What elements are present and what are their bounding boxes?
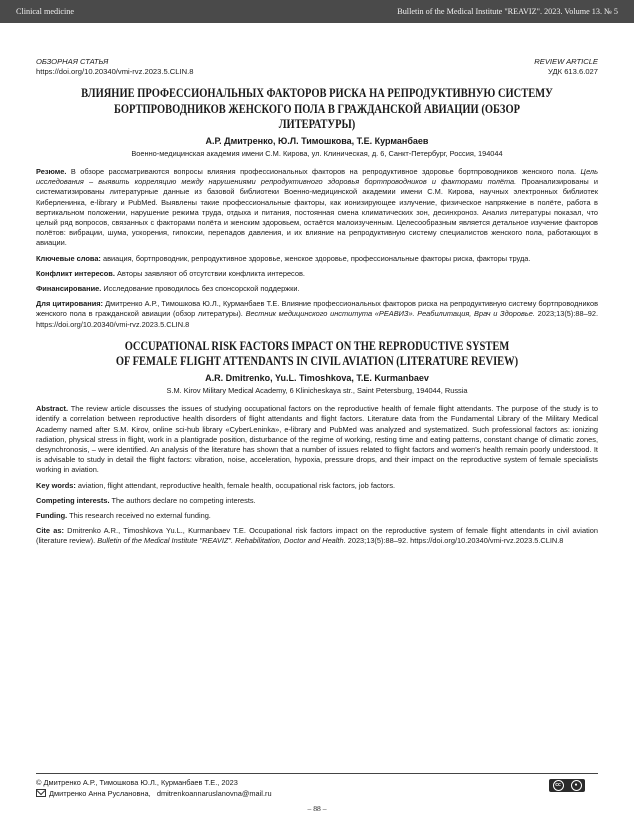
en-keywords-text: aviation, flight attendant, reproductive health, female health, occupational risk factors, job factors. <box>77 480 396 490</box>
copyright-line: © Дмитренко А.Р., Тимошкова Ю.Л., Курманбаев Т.Е., 2023 <box>36 778 238 787</box>
en-affiliation: S.M. Kirov Military Medical Academy, 6 Klinicheskaya str., Saint Petersburg, 194044, Russia <box>166 385 468 395</box>
en-conflict <box>36 496 598 506</box>
en-title-line-1: OCCUPATIONAL RISK FACTORS IMPACT ON THE REPRODUCTIVE SYSTEM <box>124 338 510 353</box>
ru-cite-details[interactable]: 2023;13(5):88–92. https://doi.org/10.20340/vmi-rvz.2023.5.CLIN.8 <box>36 309 599 329</box>
ru-title <box>75 86 558 133</box>
en-article-type: REVIEW ARTICLE <box>534 57 598 66</box>
udk-code: УДК 613.6.027 <box>548 67 598 76</box>
contact-line <box>36 789 272 798</box>
ru-abstract-part-2: Проанализированы и систематизированы литературные данные из базовой библиотеки Военно-медицинской академии имени С.М. Кирова, научных электронных библиотек Киберленинка, e-library и PubMed. Выявлены такие профессиональные факторы, как ионизирующее излучение, физическое напряжение в полёте, работа в вертикальном положении, нарушение режима труда, отдыха и питания, постоянная смена климатических зон, десинхроноз. Анализ литературы показал, что целый ряд вопросов, связанных с факторами полёта и женским здоровьем, остаётся малоизученным. Целесообразным является детальное изучение факторов полётов: вибрации, шума, ускорения, гипоксии, перепадов давления, и их влияние на репродуктивную систему специалистов женского пола, работающих в авиации. <box>36 177 598 248</box>
en-funding-label: Funding. <box>36 510 68 520</box>
page-number: – 88 – <box>307 804 327 813</box>
meta-row-1 <box>36 57 598 67</box>
en-abstract-text: The review article discusses the issues of studying occupational factors on the reproductive health of female flight attendants. The purpose of the study is to identify a correlation between reproductive health disorders of flight attendants and flight factors. Literature data from the Fundamental Library of the Military Medical Academy named after S.M. Kirov, online sci-hub library «CyberLeninka», e-library and PubMed was analyzed and systematized. Such professional factors as: ionizing radiation, physical stress in flight, work in a plantigrade position, disturbance of the regime of working, resting time and eating patterns, constant change of climatic zones, desynchronosis, – were identified. An analysis of the literature has shown that a number of issues related to flight factors and women's health remain poorly understood. It is advisable to study in detail the flight factors: vibration, noise, acceleration, hypoxia, pressure drops, and their impact on the reproductive system of female specialists working in aviation. <box>36 404 598 475</box>
meta-row-2 <box>36 67 598 77</box>
article-body <box>36 57 598 547</box>
en-abstract-label: Abstract. <box>36 404 69 414</box>
by-person-icon: ● <box>571 780 582 791</box>
ru-cite-text: Дмитренко А.Р., Тимошкова Ю.Л., Курманбаев Т.Е. Влияние профессиональных факторов риска на репродуктивную систему бортпроводников женского пола в гражданской авиации (обзор литературы). <box>36 299 598 319</box>
ru-funding-text: Исследование проводилось без спонсорской поддержки. <box>103 283 300 293</box>
ru-title-line-2: БОРТПРОВОДНИКОВ ЖЕНСКОГО ПОЛА В ГРАЖДАНСКОЙ АВИАЦИИ (ОБЗОР ЛИТЕРАТУРЫ) <box>113 101 521 131</box>
en-citation <box>36 526 598 546</box>
ru-cite-label: Для цитирования: <box>36 299 104 309</box>
ru-title-line-1: ВЛИЯНИЕ ПРОФЕССИОНАЛЬНЫХ ФАКТОРОВ РИСКА НА РЕПРОДУКТИВНУЮ СИСТЕМУ <box>81 86 553 100</box>
footer-divider <box>36 773 598 774</box>
ru-cite-journal: Вестник медицинского института «РЕАВИЗ». Реабилитация, Врач и Здоровье. <box>245 309 535 319</box>
ru-citation <box>36 299 598 330</box>
ru-keywords-text: авиация, бортпроводник, репродуктивное здоровье, женское здоровье, профессиональные факторы риска, факторы труда. <box>102 253 531 263</box>
en-keywords <box>36 481 598 491</box>
doi-link[interactable]: https://doi.org/10.20340/vmi-rvz.2023.5.CLIN.8 <box>36 67 194 76</box>
journal-header-bar <box>0 0 634 23</box>
ru-abstract-part-1: В обзоре рассматриваются вопросы влияния профессиональных факторов на репродуктивное здоровье бортпроводников женского пола. <box>70 166 577 176</box>
cc-license-label: cc <box>553 780 564 791</box>
en-abstract <box>36 404 598 475</box>
ru-conflict-label: Конфликт интересов. <box>36 268 115 278</box>
en-conflict-text: The authors declare no competing interests. <box>111 495 256 505</box>
ru-affiliation: Военно-медицинская академия имени С.М. Кирова, ул. Клиническая, д. 6, Санкт-Петербург, Россия, 194044 <box>131 148 503 158</box>
en-conflict-label: Competing interests. <box>36 495 110 505</box>
ru-funding-label: Финансирование. <box>36 283 102 293</box>
ru-abstract-label: Резюме. <box>36 166 67 176</box>
contact-email[interactable]: dmitrenkoannaruslanovna@mail.ru <box>156 789 272 798</box>
en-title-line-2: OF FEMALE FLIGHT ATTENDANTS IN CIVIL AVIATION (LITERATURE REVIEW) <box>115 354 519 369</box>
en-cite-journal: Bulletin of the Medical Institute "REAVIZ". Rehabilitation, Doctor and Health. <box>97 536 346 546</box>
ru-keywords-label: Ключевые слова: <box>36 253 101 263</box>
en-funding <box>36 511 598 521</box>
journal-issue: Bulletin of the Medical Institute "REAVIZ". 2023. Volume 13. № 5 <box>397 7 618 16</box>
cc-license-icon[interactable] <box>549 779 585 792</box>
en-keywords-label: Key words: <box>36 480 76 490</box>
en-cite-details[interactable]: 2023;13(5):88–92. https://doi.org/10.20340/vmi-rvz.2023.5.CLIN.8 <box>347 536 564 546</box>
ru-conflict <box>36 269 598 279</box>
ru-funding <box>36 284 598 294</box>
en-authors: A.R. Dmitrenko, Yu.L. Timoshkova, T.E. Kurmanbaev <box>205 372 429 383</box>
en-cite-label: Cite as: <box>36 526 64 536</box>
ru-conflict-text: Авторы заявляют об отсутствии конфликта интересов. <box>116 268 305 278</box>
ru-abstract-aim: Цель исследования – выявить корреляцию между нарушениями репродуктивного здоровья бортпроводников и факторами полёта. <box>36 166 598 187</box>
en-title <box>75 339 558 370</box>
section-name: Clinical medicine <box>16 7 74 16</box>
ru-authors: А.Р. Дмитренко, Ю.Л. Тимошкова, Т.Е. Курманбаев <box>205 135 429 146</box>
ru-keywords <box>36 254 598 264</box>
en-cite-text: Dmitrenko A.R., Timoshkova Yu.L., Kurmanbaev T.E. Occupational risk factors impact on the reproductive system of female flight attendants in civil aviation (literature review). <box>36 526 598 546</box>
ru-article-type: ОБЗОРНАЯ СТАТЬЯ <box>36 57 109 66</box>
en-funding-text: This research received no external funding. <box>69 510 211 520</box>
ru-abstract <box>36 167 598 249</box>
mail-icon <box>36 789 46 797</box>
contact-name: Дмитренко Анна Руслановна, <box>49 789 151 798</box>
